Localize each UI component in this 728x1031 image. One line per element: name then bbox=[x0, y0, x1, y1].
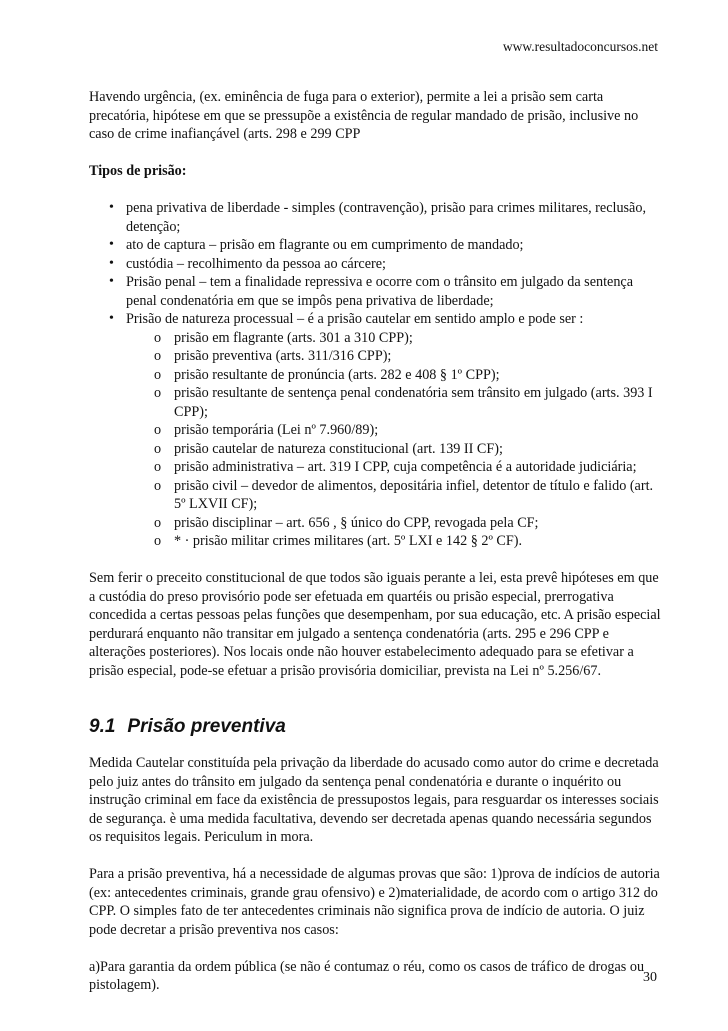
list-item bbox=[89, 255, 661, 274]
list-item-text: custódia – recolhimento da pessoa ao cárcere; bbox=[126, 255, 386, 272]
circle-bullet-icon: o bbox=[154, 348, 162, 364]
circle-bullet-icon: o bbox=[154, 422, 162, 438]
sub-list-item bbox=[126, 477, 661, 514]
list-item bbox=[89, 273, 661, 310]
circle-bullet-icon: o bbox=[154, 329, 162, 346]
list-item-text: Prisão de natureza processual – é a prisão cautelar em sentido amplo e pode ser : bbox=[126, 311, 584, 327]
sub-list-item bbox=[126, 384, 661, 421]
section-heading bbox=[89, 714, 661, 740]
page-number: 30 bbox=[643, 970, 657, 985]
bullet-icon: • bbox=[109, 311, 114, 326]
sub-list-item-text: prisão em flagrante (arts. 301 a 310 CPP); bbox=[174, 329, 413, 346]
tipos-heading: Tipos de prisão: bbox=[89, 163, 187, 179]
ordem-publica-paragraph: a)Para garantia da ordem pública (se não é contumaz o réu, como os casos de tráfico de drogas ou pistolagem). bbox=[89, 958, 645, 993]
sub-list-item-text: prisão cautelar de natureza constitucional (art. 139 II CF); bbox=[174, 440, 503, 457]
circle-bullet-icon: o bbox=[154, 533, 162, 549]
sub-list-item-text: prisão resultante de sentença penal condenatória sem trânsito em julgado (arts. 393 I CPP); bbox=[174, 385, 653, 420]
circle-bullet-icon: o bbox=[154, 514, 162, 531]
list-item-text: Prisão penal – tem a finalidade repressiva e ocorre com o trânsito em julgado da sentença penal condenatória em que se impôs pena privativa de liberdade; bbox=[126, 274, 634, 309]
provas-paragraph: Para a prisão preventiva, há a necessidade de algumas provas que são: 1)prova de indícios de autoria (ex: antecedentes criminais, grande grau ofensivo) e 2)materialidade, de acordo com o artigo 312 do CPP. O simples fato de ter antecedentes criminais não significa prova de indício de autoria. O juiz pode decretar a prisão preventiva nos casos: bbox=[89, 866, 660, 938]
sub-list-item-text: prisão resultante de pronúncia (arts. 282 e 408 § 1º CPP); bbox=[174, 366, 500, 383]
bullet-icon: • bbox=[109, 200, 114, 215]
circle-bullet-icon: o bbox=[154, 440, 162, 457]
circle-bullet-icon: o bbox=[154, 366, 162, 383]
sub-list-item-text: * · prisão militar crimes militares (art. 5º LXI e 142 § 2º CF). bbox=[174, 533, 523, 549]
sub-list-item-text: prisão disciplinar – art. 656 , § único do CPP, revogada pela CF; bbox=[174, 514, 539, 531]
list-item bbox=[89, 199, 661, 236]
bullet-icon: • bbox=[109, 237, 114, 252]
sub-list-item bbox=[126, 532, 661, 551]
custody-paragraph: Sem ferir o preceito constitucional de que todos são iguais perante a lei, esta prevê hipóteses em que a custódia do preso provisório pode ser efetuada em quartéis ou prisão especial, prerrogativa concedida a certas pessoas pelas funções que desempenham, por sua educação, etc. A prisão especial perdurará enquanto não transitar em julgado a sentença condenatória (arts. 295 e 296 CPP e alterações posteriores). Nos locais onde não houver estabelecimento adequado para se efetivar a prisão especial, pode-se efetuar a prisão provisória domiciliar, prevista na Lei nº 5.256/67. bbox=[89, 570, 661, 679]
list-item-text: pena privativa de liberdade - simples (contravenção), prisão para crimes militares, reclusão, detenção; bbox=[126, 200, 646, 235]
circle-bullet-icon: o bbox=[154, 477, 162, 494]
medida-cautelar-paragraph: Medida Cautelar constituída pela privação da liberdade do acusado como autor do crime e decretada pelo juiz antes do trânsito em julgado da sentença penal condenatória e durante o inquérito ou instrução criminal em face da existência de pressupostos legais, para resguardar os interesses sociais de segurança. è uma medida facultativa, devendo ser decretada apenas quando necessária segundos os requisitos legais. Periculum in mora. bbox=[89, 755, 659, 845]
sub-list-item-text: prisão preventiva (arts. 311/316 CPP); bbox=[174, 348, 392, 364]
prison-types-list bbox=[89, 199, 661, 551]
bullet-icon: • bbox=[109, 255, 114, 271]
bullet-icon: • bbox=[109, 274, 114, 289]
circle-bullet-icon: o bbox=[154, 459, 162, 475]
sub-list-item bbox=[126, 421, 661, 440]
section-title: Prisão preventiva bbox=[127, 716, 286, 737]
sub-list-item bbox=[126, 458, 661, 477]
sub-list-item-text: prisão civil – devedor de alimentos, depositária infiel, detentor de título e falido (art. 5º LXVII CF); bbox=[174, 477, 654, 512]
processual-prison-sublist bbox=[126, 329, 661, 551]
page-content bbox=[89, 88, 661, 995]
list-item bbox=[89, 310, 661, 551]
header-url: www.resultadoconcursos.net bbox=[502, 39, 658, 54]
sub-list-item bbox=[126, 347, 661, 366]
circle-bullet-icon: o bbox=[154, 385, 162, 401]
sub-list-item bbox=[126, 514, 661, 533]
section-number: 9.1 bbox=[89, 716, 116, 737]
sub-list-item-text: prisão administrativa – art. 319 I CPP, cuja competência é a autoridade judiciária; bbox=[174, 459, 637, 475]
sub-list-item-text: prisão temporária (Lei nº 7.960/89); bbox=[174, 422, 379, 438]
sub-list-item bbox=[126, 329, 661, 348]
intro-paragraph: Havendo urgência, (ex. eminência de fuga para o exterior), permite a lei a prisão sem carta precatória, hipótese em que se pressupõe a existência de regular mandado de prisão, inclusive no caso de crime inafiançável (arts. 298 e 299 CPP bbox=[89, 89, 639, 142]
sub-list-item bbox=[126, 366, 661, 385]
sub-list-item bbox=[126, 440, 661, 459]
list-item bbox=[89, 236, 661, 255]
list-item-text: ato de captura – prisão em flagrante ou em cumprimento de mandado; bbox=[126, 237, 524, 253]
